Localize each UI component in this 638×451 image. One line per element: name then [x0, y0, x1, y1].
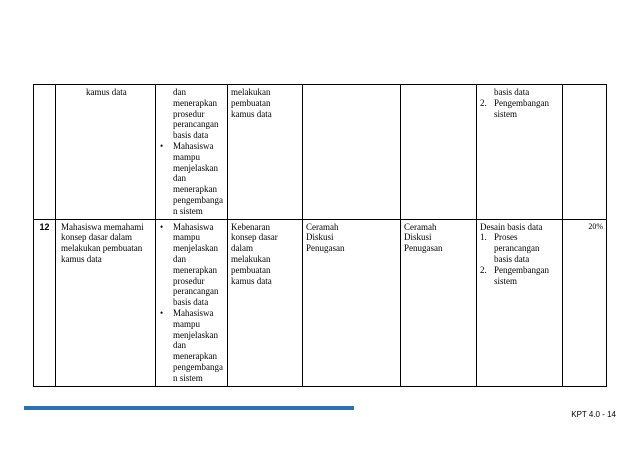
cell-method-luring [303, 85, 401, 220]
bullet-icon: • [160, 140, 164, 151]
cell-material [477, 219, 563, 386]
cell-number: 12 [34, 219, 56, 386]
cell-number [34, 85, 56, 220]
cell-material: basis data 2. Pengembangan sistem [477, 85, 563, 220]
indicator-bullet: • Mahasiswa mampu menjelaskan dan menerapkan prosedur perancangan basis data [160, 221, 219, 308]
indicator-bullet: • Mahasiswa mampu menjelaskan dan menerapkan pengembanga n sistem [160, 307, 223, 383]
footer-accent-bar [24, 406, 354, 410]
cell-weight: 20% [563, 219, 607, 386]
material-item: 2. Pengembangan sistem [480, 264, 549, 286]
material-title: Desain basis data [480, 221, 543, 232]
cell-criteria: Kebenaran konsep dasar dalam melakukan pembuatan kamus data [228, 219, 303, 386]
rps-table [33, 84, 607, 387]
material-item: 2. Pengembangan sistem [480, 97, 549, 119]
ability-line: kamus data [86, 87, 127, 97]
cell-method-daring [401, 85, 477, 220]
bullet-icon: • [160, 307, 164, 318]
cell-indicator [156, 219, 228, 386]
table-row-continuation [34, 85, 607, 220]
cell-indicator: dan menerapkan prosedur perancangan basis data • Mahasiswa mampu menjelaskan dan menerapkan pengembanga n sistem [156, 85, 228, 220]
cell-method-luring: Ceramah Diskusi Penugasan [303, 219, 401, 386]
cell-ability [56, 85, 156, 220]
cell-criteria: melakukan pembuatan kamus data [228, 85, 303, 220]
bullet-icon: • [160, 221, 164, 232]
cell-ability: Mahasiswa memahami konsep dasar dalam melakukan pembuatan kamus data [56, 219, 156, 386]
indicator-bullet: • Mahasiswa mampu menjelaskan dan menerapkan pengembanga n sistem [160, 140, 223, 216]
material-item: 1. Proses perancangan basis data [480, 232, 540, 264]
page-label: KPT 4.0 - 14 [571, 410, 616, 419]
table-row-12 [34, 219, 607, 386]
cell-weight [563, 85, 607, 220]
cell-method-daring: Ceramah Diskusi Penugasan [401, 219, 477, 386]
